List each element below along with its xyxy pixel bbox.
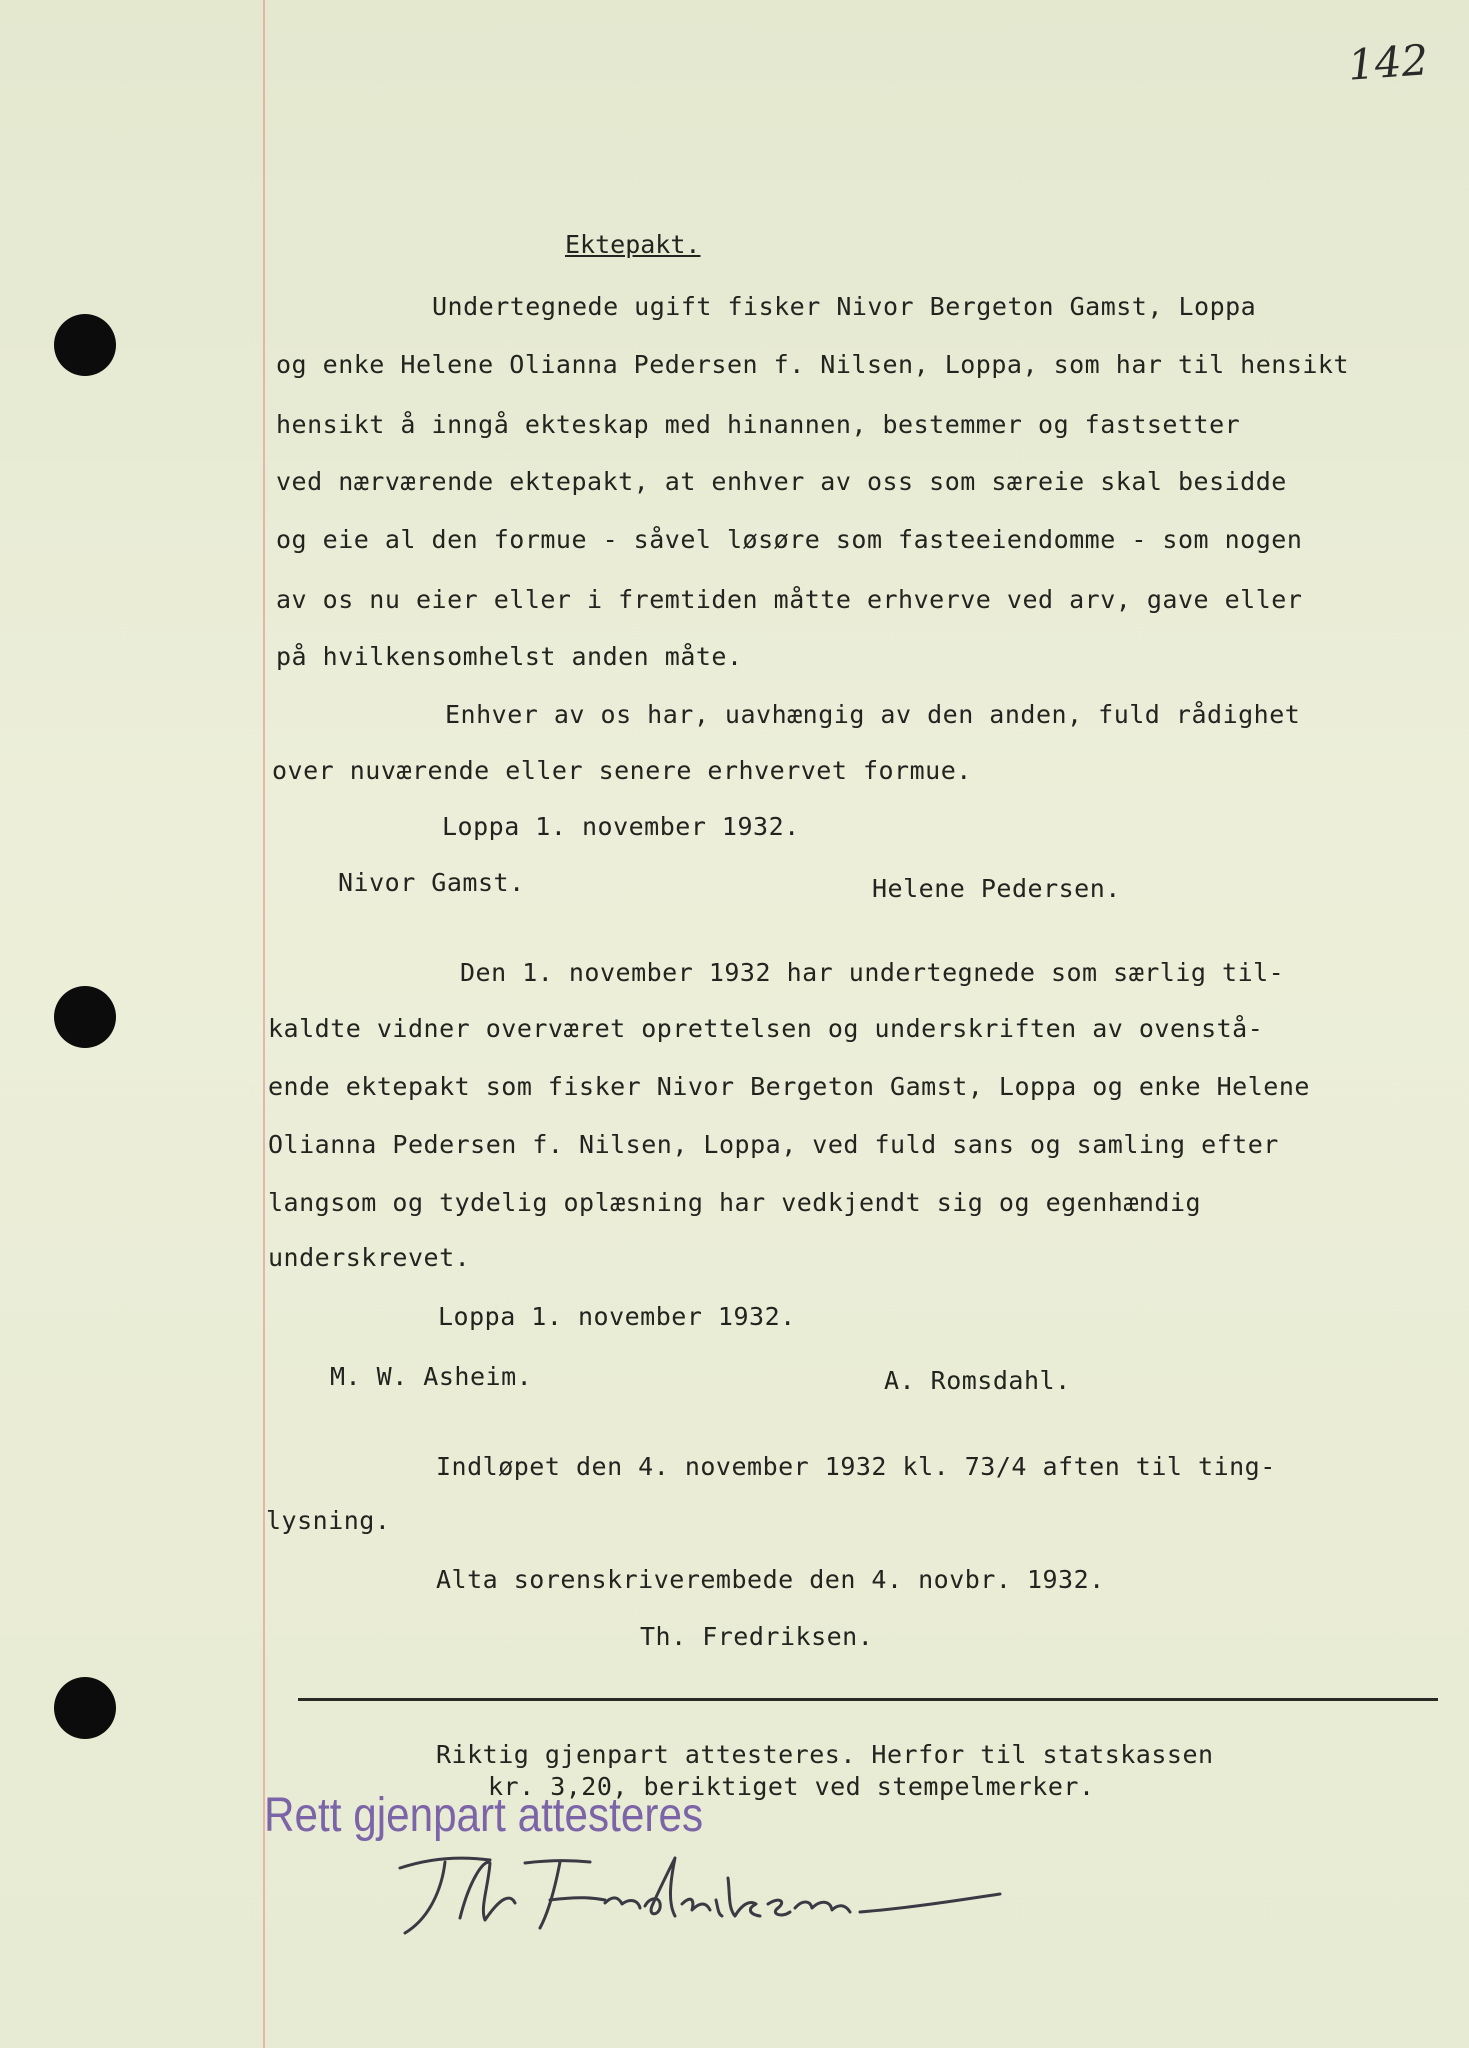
witness-name: A. Romsdahl.: [884, 1366, 1071, 1395]
text-line: Alta sorenskriverembede den 4. novbr. 1932.: [436, 1565, 1105, 1594]
attestation-stamp: Rett gjenpart attesteres: [264, 1789, 704, 1842]
page-number: 142: [1346, 35, 1430, 90]
punch-hole: [54, 986, 116, 1048]
signature-name: Helene Pedersen.: [872, 874, 1121, 903]
text-line: Indløpet den 4. november 1932 kl. 73/4 aften til ting-: [436, 1452, 1276, 1481]
margin-line: [263, 0, 265, 2048]
text-line: Den 1. november 1932 har undertegnede som særlig til-: [460, 958, 1285, 987]
text-line: ende ektepakt som fisker Nivor Bergeton Gamst, Loppa og enke Helene: [268, 1072, 1310, 1101]
signature-name: Nivor Gamst.: [338, 868, 525, 897]
text-line: av os nu eier eller i fremtiden måtte erhverve ved arv, gave eller: [276, 585, 1303, 614]
punch-hole: [54, 1677, 116, 1739]
text-line: langsom og tydelig oplæsning har vedkjendt sig og egenhændig: [268, 1188, 1202, 1217]
text-line: ved nærværende ektepakt, at enhver av oss som særeie skal besidde: [276, 467, 1287, 496]
text-line: Olianna Pedersen f. Nilsen, Loppa, ved fuld sans og samling efter: [268, 1130, 1279, 1159]
punch-hole: [54, 314, 116, 376]
text-line: hensikt å inngå ekteskap med hinannen, bestemmer og fastsetter: [276, 410, 1241, 439]
text-line: Enhver av os har, uavhængig av den anden, fuld rådighet: [445, 700, 1301, 729]
text-line: og eie al den formue - såvel løsøre som fasteeiendomme - som nogen: [276, 525, 1303, 554]
signature-name: Th. Fredriksen.: [640, 1622, 874, 1651]
text-line: underskrevet.: [268, 1243, 471, 1272]
text-line: over nuværende eller senere erhvervet formue.: [272, 756, 972, 785]
divider-rule: [298, 1698, 1438, 1701]
text-line: lysning.: [266, 1506, 391, 1535]
text-line: på hvilkensomhelst anden måte.: [276, 642, 743, 671]
handwritten-signature: [390, 1838, 1010, 1948]
date-line: Loppa 1. november 1932.: [438, 1302, 796, 1331]
text-line: og enke Helene Olianna Pedersen f. Nilsen, Loppa, som har til hensikt: [276, 350, 1350, 379]
text-line: kr. 3,20, beriktiget ved stempelmerker.: [488, 1772, 1095, 1801]
document-heading: Ektepakt.: [565, 230, 701, 259]
text-line: kaldte vidner overværet oprettelsen og underskriften av ovenstå-: [268, 1014, 1264, 1043]
text-line: Undertegnede ugift fisker Nivor Bergeton Gamst, Loppa: [432, 292, 1257, 321]
witness-name: M. W. Asheim.: [330, 1362, 533, 1391]
text-line: Riktig gjenpart attesteres. Herfor til statskassen: [436, 1740, 1214, 1769]
date-line: Loppa 1. november 1932.: [442, 812, 800, 841]
